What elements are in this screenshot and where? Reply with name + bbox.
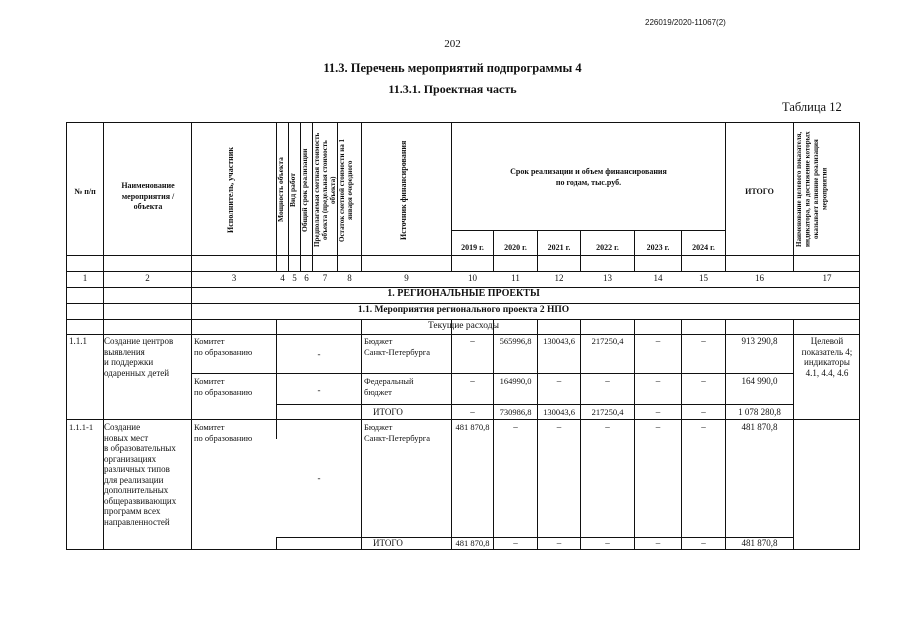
- itog-2019: 481 870,8: [455, 538, 490, 548]
- col-number: 7: [322, 273, 328, 283]
- col-number: 2: [145, 273, 150, 283]
- header-year-2020: 2020 г.: [504, 243, 527, 252]
- header-year-2024: 2024 г.: [692, 243, 715, 252]
- itog-total: 1 078 280,8: [738, 407, 781, 417]
- col-number: 10: [468, 273, 477, 283]
- col-number: 3: [231, 273, 237, 283]
- table-label: Таблица 12: [782, 100, 842, 114]
- col-number: 14: [653, 273, 663, 283]
- executor-cell: Комитет по образованию: [194, 336, 253, 357]
- row-name: Создание новых мест в образовательных организациях различных типов для реализации дополнительных общеразвивающих программ всех направленностей: [104, 422, 177, 527]
- itog-2019: –: [470, 407, 475, 417]
- header-source: Источник финансирования: [399, 140, 408, 240]
- itog-label: ИТОГО: [373, 407, 403, 417]
- col-number: 9: [404, 273, 409, 283]
- header-num: № п/п: [74, 187, 96, 196]
- value-2024: –: [701, 336, 706, 346]
- page-title: 11.3. Перечень мероприятий подпрограммы 4: [323, 61, 582, 75]
- col-number: 16: [755, 273, 764, 283]
- section-current-expenses: Текущие расходы: [427, 321, 500, 331]
- value-total: 481 870,8: [741, 422, 778, 432]
- value-2022: –: [605, 422, 610, 432]
- col-number: 12: [554, 273, 564, 283]
- header-total: ИТОГО: [745, 187, 774, 196]
- page-subtitle: 11.3.1. Проектная часть: [388, 82, 517, 96]
- value-2019: 481 870,8: [455, 422, 490, 432]
- header-indicator: Наименование целевого показателя, индикатора, на достижение которых оказывает влияние реализация мероприятия: [795, 131, 829, 247]
- page-number: 202: [444, 38, 461, 50]
- value-2023: –: [655, 422, 661, 432]
- itog-2024: –: [701, 407, 706, 417]
- value-total: 913 290,8: [741, 336, 778, 346]
- value-total: 164 990,0: [741, 376, 778, 386]
- section-regional-projects: 1. РЕГИОНАЛЬНЫЕ ПРОЕКТЫ: [387, 288, 540, 299]
- header-term: Общий срок реализации: [300, 148, 309, 232]
- header-year-2023: 2023 г.: [646, 243, 670, 252]
- value-2021: –: [556, 376, 562, 386]
- itog-2023: –: [655, 407, 661, 417]
- row-number: 1.1.1: [69, 336, 87, 346]
- col-number: 8: [347, 273, 352, 283]
- col-number: 5: [292, 273, 297, 283]
- value-2024: –: [701, 422, 706, 432]
- header-remaining: Остаток сметной стоимости на 1 января очередного: [338, 138, 354, 242]
- value-2019: –: [470, 376, 475, 386]
- source-cell: Бюджет Санкт-Петербурга: [364, 422, 430, 443]
- empty-cell-dash: -: [317, 385, 321, 395]
- header-year-2022: 2022 г.: [596, 243, 619, 252]
- col-number: 6: [304, 273, 309, 283]
- header-year-2021: 2021 г.: [547, 243, 571, 252]
- value-2020: 565996,8: [499, 336, 532, 346]
- itog-2021: 130043,6: [543, 407, 575, 417]
- itog-total: 481 870,8: [741, 538, 778, 548]
- document-id: 226019/2020-11067(2): [645, 18, 726, 27]
- itog-2021: –: [556, 538, 562, 548]
- value-2022: –: [605, 376, 610, 386]
- header-executor: Исполнитель, участник: [226, 147, 235, 234]
- executor-cell: Комитет по образованию: [194, 376, 253, 397]
- col-number: 1: [82, 273, 88, 283]
- itog-2022: –: [605, 538, 610, 548]
- value-2021: –: [556, 422, 562, 432]
- itog-2020: 730986,8: [499, 407, 532, 417]
- indicator-cell: Целевой показатель 4; индикаторы 4.1, 4.4, 4.6: [801, 336, 853, 378]
- empty-cell-dash: -: [317, 473, 321, 483]
- value-2022: 217250,4: [591, 336, 624, 346]
- value-2024: –: [701, 376, 706, 386]
- source-cell: Федеральный бюджет: [364, 376, 414, 397]
- value-2019: –: [470, 336, 475, 346]
- empty-cell-dash: -: [317, 349, 321, 359]
- row-name: Создание центров выявления и поддержки одаренных детей: [104, 336, 174, 378]
- col-number: 11: [511, 273, 520, 283]
- section-regional-project-npo: 1.1. Мероприятия регионального проекта 2 НПО: [357, 305, 570, 315]
- row-number: 1.1.1-1: [69, 422, 94, 432]
- itog-2023: –: [655, 538, 661, 548]
- header-cost: Предполагаемая сметная стоимость объекта (предельная стоимость объекта): [313, 132, 337, 248]
- value-2020: 164990,0: [499, 376, 532, 386]
- executor-cell: Комитет по образованию: [194, 422, 253, 443]
- header-year-2019: 2019 г.: [461, 243, 484, 252]
- col-number: 13: [603, 273, 612, 283]
- itog-label: ИТОГО: [373, 538, 403, 548]
- value-2020: –: [513, 422, 518, 432]
- col-number: 4: [280, 273, 285, 283]
- measures-table: [66, 122, 860, 550]
- value-2021: 130043,6: [543, 336, 575, 346]
- source-cell: Бюджет Санкт-Петербурга: [364, 336, 430, 357]
- value-2023: –: [655, 336, 661, 346]
- itog-2024: –: [701, 538, 706, 548]
- itog-2020: –: [513, 538, 518, 548]
- header-period: Срок реализации и объем финансирования по годам, тыс.руб.: [510, 167, 667, 187]
- header-work-type: Вид работ: [288, 173, 297, 207]
- value-2023: –: [655, 376, 661, 386]
- col-number: 15: [699, 273, 708, 283]
- itog-2022: 217250,4: [591, 407, 624, 417]
- header-name: Наименование мероприятия / объекта: [121, 181, 175, 211]
- header-capacity: Мощность объекта: [276, 157, 285, 223]
- col-number: 17: [822, 273, 832, 283]
